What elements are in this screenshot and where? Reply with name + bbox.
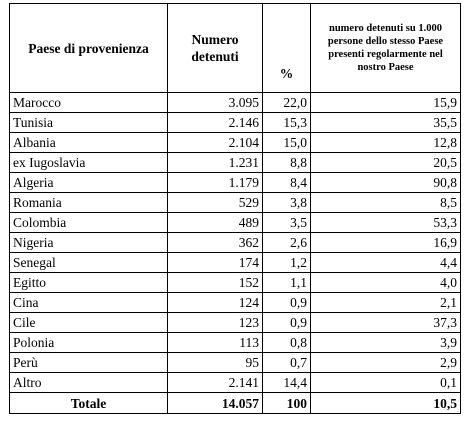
table-row [10, 253, 461, 273]
row-rate: 4,0 [311, 273, 461, 293]
row-count: 113 [168, 333, 263, 353]
row-count: 529 [168, 193, 263, 213]
header-count: Numero detenuti [168, 4, 263, 93]
header-row [10, 4, 461, 93]
row-percent: 14,4 [263, 373, 311, 393]
header-country: Paese di provenienza [10, 4, 168, 93]
row-count: 2.146 [168, 113, 263, 133]
row-country: Cina [10, 293, 168, 313]
total-row [10, 393, 461, 414]
row-rate: 12,8 [311, 133, 461, 153]
row-country: Nigeria [10, 233, 168, 253]
row-percent: 3,8 [263, 193, 311, 213]
row-percent: 0,8 [263, 333, 311, 353]
table-row [10, 333, 461, 353]
table-row [10, 293, 461, 313]
header-rate: numero detenuti su 1.000 persone dello stesso Paese presenti regolarmente nel nostro Paese [311, 4, 461, 93]
row-count: 362 [168, 233, 263, 253]
row-country: Cile [10, 313, 168, 333]
row-count: 2.104 [168, 133, 263, 153]
row-count: 2.141 [168, 373, 263, 393]
row-percent: 8,4 [263, 173, 311, 193]
row-count: 174 [168, 253, 263, 273]
row-country: Algeria [10, 173, 168, 193]
prisoners-table-container [9, 3, 461, 414]
row-percent: 1,1 [263, 273, 311, 293]
table-row [10, 313, 461, 333]
row-percent: 8,8 [263, 153, 311, 173]
row-rate: 35,5 [311, 113, 461, 133]
table-row [10, 233, 461, 253]
row-count: 95 [168, 353, 263, 373]
row-country: Perù [10, 353, 168, 373]
row-country: Tunisia [10, 113, 168, 133]
row-country: Marocco [10, 93, 168, 113]
row-rate: 37,3 [311, 313, 461, 333]
row-rate: 0,1 [311, 373, 461, 393]
total-rate: 10,5 [311, 393, 461, 414]
row-percent: 1,2 [263, 253, 311, 273]
row-rate: 16,9 [311, 233, 461, 253]
table-row [10, 93, 461, 113]
table-row [10, 353, 461, 373]
prisoners-by-country-table [9, 3, 461, 414]
row-country: Colombia [10, 213, 168, 233]
table-row [10, 373, 461, 393]
row-country: ex Iugoslavia [10, 153, 168, 173]
row-rate: 2,9 [311, 353, 461, 373]
row-country: Egitto [10, 273, 168, 293]
row-percent: 22,0 [263, 93, 311, 113]
table-header [10, 4, 461, 93]
row-count: 1.179 [168, 173, 263, 193]
row-count: 489 [168, 213, 263, 233]
row-rate: 3,9 [311, 333, 461, 353]
row-count: 124 [168, 293, 263, 313]
total-percent: 100 [263, 393, 311, 414]
row-percent: 15,0 [263, 133, 311, 153]
row-country: Albania [10, 133, 168, 153]
table-row [10, 173, 461, 193]
table-body [10, 93, 461, 393]
table-row [10, 153, 461, 173]
row-rate: 4,4 [311, 253, 461, 273]
row-country: Polonia [10, 333, 168, 353]
row-country: Romania [10, 193, 168, 213]
row-count: 152 [168, 273, 263, 293]
row-count: 1.231 [168, 153, 263, 173]
total-label: Totale [10, 393, 168, 414]
row-percent: 0,7 [263, 353, 311, 373]
table-row [10, 193, 461, 213]
row-country: Altro [10, 373, 168, 393]
row-rate: 8,5 [311, 193, 461, 213]
total-count: 14.057 [168, 393, 263, 414]
row-percent: 0,9 [263, 313, 311, 333]
header-percent: % [263, 4, 311, 93]
row-rate: 15,9 [311, 93, 461, 113]
table-row [10, 113, 461, 133]
row-rate: 90,8 [311, 173, 461, 193]
row-percent: 0,9 [263, 293, 311, 313]
row-percent: 2,6 [263, 233, 311, 253]
table-row [10, 213, 461, 233]
row-rate: 2,1 [311, 293, 461, 313]
table-footer [10, 393, 461, 414]
table-row [10, 273, 461, 293]
row-rate: 53,3 [311, 213, 461, 233]
row-count: 3.095 [168, 93, 263, 113]
row-count: 123 [168, 313, 263, 333]
row-percent: 3,5 [263, 213, 311, 233]
row-rate: 20,5 [311, 153, 461, 173]
row-country: Senegal [10, 253, 168, 273]
row-percent: 15,3 [263, 113, 311, 133]
table-row [10, 133, 461, 153]
